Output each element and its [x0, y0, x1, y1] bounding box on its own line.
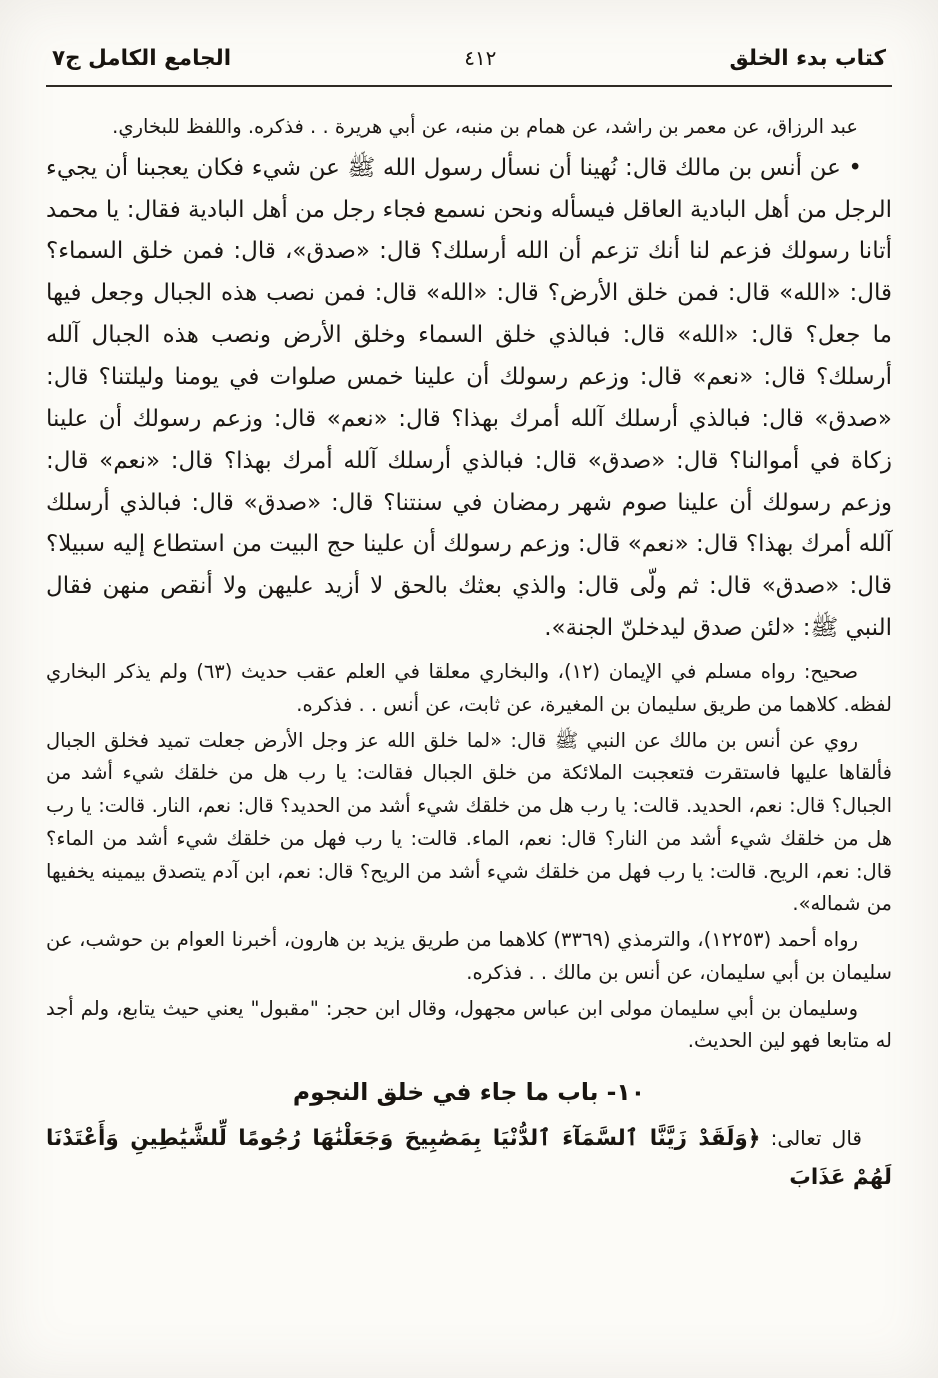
verse-intro-label: قال تعالى: — [760, 1126, 862, 1151]
quran-verse-paragraph — [46, 1120, 892, 1197]
grading-takhrij-paragraph: صحيح: رواه مسلم في الإيمان (١٢)، والبخاري معلقا في العلم عقب حديث (٦٣) ولم يذكر البخاري لفظه. كلاهما من طريق سليمان بن المغيرة، عن ثابت، عن أنس . . فذكره. — [46, 660, 892, 716]
header-page-number: ٤١٢ — [464, 46, 497, 70]
takhrij-ahmad-tirmidhi-paragraph: رواه أحمد (١٢٢٥٣)، والترمذي (٣٣٦٩) كلاهما من طريق يزيد بن هارون، أخبرنا العوام بن حوشب، عن سليمان بن أبي سليمان، عن أنس بن مالك . . فذكره. — [46, 928, 892, 984]
hadith-anas-bedouin-paragraph: • عن أنس بن مالك قال: نُهينا أن نسأل رسول الله ﷺ عن شيء فكان يعجبنا أن يجيء الرجل من أهل البادية العاقل فيسأله ونحن نسمع فجاء رجل من أهل البادية فقال: يا محمد أتانا رسولك فزعم لنا أنك تزعم أن الله أرسلك؟ قال: «صدق»، قال: فمن خلق السماء؟ قال: «الله» قال: فمن خلق الأرض؟ قال: «الله» قال: فمن نصب هذه الجبال وجعل فيها ما جعل؟ قال: «الله» قال: فبالذي خلق السماء وخلق الأرض ونصب هذه الجبال آلله أرسلك؟ قال: «نعم» قال: وزعم رسولك أن علينا خمس صلوات في يومنا وليلتنا؟ قال: «صدق» قال: فبالذي أرسلك آلله أمرك بهذا؟ قال: «نعم» قال: وزعم رسولك أن علينا زكاة في أموالنا؟ قال: «صدق» قال: فبالذي أرسلك آلله أمرك بهذا؟ قال: «نعم» قال: وزعم رسولك أن علينا صوم شهر رمضان في سنتنا؟ قال: «صدق» قال: فبالذي أرسلك آلله أمرك بهذا؟ قال: «نعم» قال: وزعم رسولك أن علينا حج البيت من استطاع إليه سبيلا؟ قال: «صدق» قال: ثم ولّى قال: والذي بعثك بالحق لا أزيد عليهن ولا أنقص منهن فقال النبي ﷺ: «لئن صدق ليدخلنّ الجنة». — [46, 154, 892, 642]
header-volume-title: الجامع الكامل ج٧ — [52, 46, 232, 71]
commentary-narrator-paragraph: وسليمان بن أبي سليمان مولى ابن عباس مجهول، وقال ابن حجر: "مقبول" يعني حيث يتابع، ولم أجد له متابعا فهو لين الحديث. — [46, 996, 892, 1053]
quran-verse-text: ﴿وَلَقَدْ زَيَّنَّا ٱلسَّمَآءَ ٱلدُّنْيَا بِمَصَٰبِيحَ وَجَعَلْنَٰهَا رُجُومًا لِّلشَّيَٰطِينِ وَأَعْتَدْنَا لَهُمْ عَذَابَ — [46, 1126, 892, 1190]
page-body — [46, 111, 892, 1197]
hadith-mountains-paragraph: روي عن أنس بن مالك عن النبي ﷺ قال: «لما خلق الله عز وجل الأرض جعلت تميد فخلق الجبال فألقاها عليها فاستقرت فتعجبت الملائكة من خلق الجبال فقالت: يا رب هل من خلقك شيء أشد من الجبال؟ قال: نعم، الحديد. قالت: يا رب هل من خلقك شيء أشد من الحديد؟ قال: نعم، النار. قالت: يا رب هل من خلقك شيء أشد من النار؟ قال: نعم، الماء. قالت: يا رب فهل من خلقك شيء أشد من الماء؟ قال: نعم، الريح. قالت: يا رب فهل من خلقك شيء أشد من الريح؟ قال: نعم، ابن آدم يتصدق بيمينه يخفيها من شماله». — [46, 728, 892, 916]
isnad-continuation-paragraph: عبد الرزاق، عن معمر بن راشد، عن همام بن منبه، عن أبي هريرة . . فذكره. واللفظ للبخاري. — [112, 115, 858, 138]
header-book-title: كتاب بدء الخلق — [729, 46, 886, 71]
chapter-heading: ١٠- باب ما جاء في خلق النجوم — [292, 1078, 646, 1107]
header-divider — [46, 85, 892, 87]
page-header — [46, 46, 892, 71]
